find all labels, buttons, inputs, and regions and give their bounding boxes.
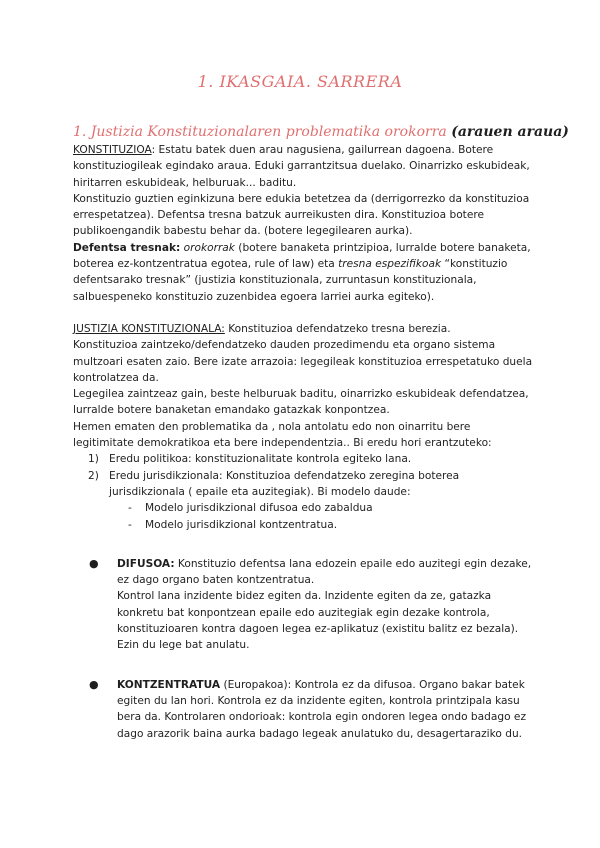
- defentsa-espezifikoak: tresna espezifikoak: [338, 258, 442, 271]
- section-heading-text: 1. Justizia Konstituzionalaren problematika orokorra: [73, 124, 447, 140]
- list-item: [73, 468, 533, 501]
- difusoa-label: DIFUSOA:: [117, 557, 175, 570]
- list-item-text: Modelo jurisdikzional kontzentratua.: [145, 518, 338, 531]
- justizia-paragraph-4: Hemen ematen den problematika da , nola antolatu edo non oinarritu bere legitimitate demokratikoa eta bere independentzia.. Bi eredu hori erantzuteko:: [73, 420, 492, 450]
- list-item: [73, 517, 533, 533]
- konstituzioa-paragraph: [73, 142, 533, 191]
- section-heading: [73, 124, 569, 140]
- konstituzioa-label: KONSTITUZIOA: [73, 144, 152, 156]
- difusoa-text: Konstituzio defentsa lana edozein epaile edo auzitegi egin dezake, ez dago organo baten kontzentratua.: [117, 557, 532, 587]
- konstituzioa-paragraph-2: Konstituzio guztien eginkizuna bere edukia betetzea da (derrigorrezko da konstituzioa errespetatzea). Defentsa tresna batzuk aurreikusten dira. Konstituzioa botere publikoengandik babestu behar da. (botere legegilearen aurka).: [73, 192, 530, 238]
- document-body: [73, 142, 533, 742]
- defentsa-text-1: (botere banaketa printzipioa, lurralde botere banaketa, boterea ez-kontzentratua egotea, rule of law) eta: [73, 241, 531, 271]
- justizia-paragraph-2: Konstituzioa zaintzeko/defendatzeko dauden prozedimendu eta organo sistema multzoari esaten zaio. Bere izate arrazoia: legegileak konstituzioa errespetatuko duela kontrolatzea da.: [73, 339, 533, 384]
- defentsa-paragraph: [73, 240, 533, 305]
- justizia-paragraph-3: Legegilea zaintzeaz gain, beste helburuak baditu, oinarrizko eskubideak defendatzea, lurralde botere banaketan emandako gatazkak konpontzea.: [73, 388, 529, 417]
- kontzentratua-text: (Europakoa): Kontrola ez da difusoa. Organo bakar batek egiten du lan hori. Kontrola ez da inzidente egiten, kontrola printzipala kasu bera da. Kontrolaren ondorioak: kontrola egin ondoren legea ondo badago ez dago arazorik baina aurka badago legeak anulatuko du, desagertaraziko du.: [117, 678, 527, 740]
- difusoa-paragraph-2: Kontrol lana inzidente bidez egiten da. Inzidente egiten da ze, gatazka konkretu bat konpontzean epaile edo auzitegiak egin dezake kontrola, konstituzioaren kontra dagoen legea ez-aplikatuz (existitu balitz ez bezala). Ezin du lege bat anulatu.: [117, 590, 519, 652]
- konstituzioa-text: : Estatu batek duen arau nagusiena, gailurrean dagoena. Botere konstituziogileak egindako araua. Eduki garrantzitsua duelako. Oinarrizko eskubideak, hiritarren eskubideak, helburuak... baditu.: [73, 144, 530, 189]
- bullet-marker: ●: [89, 677, 99, 691]
- kontzentratua-bullet: [73, 677, 533, 742]
- justizia-label: JUSTIZIA KONSTITUZIONALA:: [73, 322, 225, 335]
- dash-marker: -: [128, 518, 132, 531]
- list-item-text: Eredu politikoa: konstituzionalitate kontrola egiteko lana.: [109, 453, 412, 466]
- dash-marker: -: [128, 502, 132, 515]
- list-item-number: 2): [88, 469, 99, 482]
- justizia-text: Konstituzioa defendatzeko tresna berezia.: [224, 322, 451, 335]
- list-item-text: Modelo jurisdikzional difusoa edo zabaldua: [145, 502, 373, 515]
- justizia-paragraph: [73, 321, 533, 337]
- kontzentratua-paragraph: [117, 677, 533, 742]
- list-item-text: Eredu jurisdikzionala: Konstituzioa defendatzeko zeregina boterea jurisdikzionala ( epaile eta auzitegiak). Bi modelo daude:: [109, 469, 460, 498]
- defentsa-text-2: “konstituzio defentsarako tresnak” (justizia konstituzionala, zurruntasun konstituzionala, salbuespeneko konstituzio zuzenbidea egoera larriei aurka egiteko).: [73, 258, 508, 303]
- list-item: [73, 451, 533, 467]
- kontzentratua-label: KONTZENTRATUA: [117, 678, 221, 691]
- defentsa-label: Defentsa tresnak:: [73, 241, 181, 254]
- difusoa-paragraph: [117, 556, 533, 589]
- list-item: [73, 500, 533, 516]
- modelo-list: [73, 500, 533, 533]
- eredu-list: [73, 451, 533, 500]
- page-title: 1. IKASGAIA. SARRERA: [197, 72, 403, 91]
- defentsa-orokorrak: orokorrak: [183, 241, 235, 254]
- difusoa-bullet: [73, 556, 533, 654]
- list-item-number: 1): [88, 453, 99, 466]
- section-subheading: (arauen araua): [451, 124, 569, 140]
- bullet-marker: ●: [89, 556, 99, 570]
